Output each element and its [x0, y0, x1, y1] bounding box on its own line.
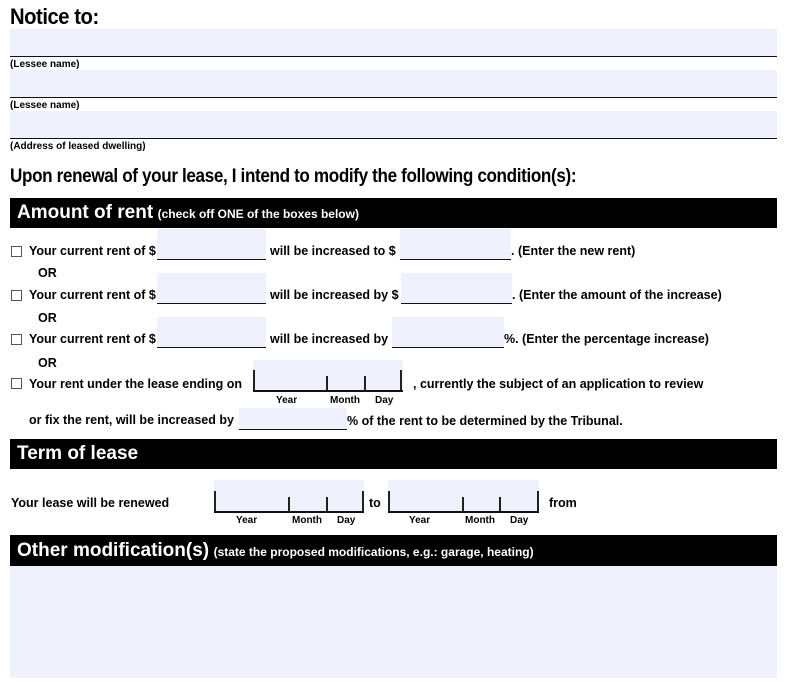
option2-text-a: Your current rent of $ — [29, 288, 156, 302]
option3-current-rent-input[interactable] — [157, 317, 266, 347]
lessee-name-1-input[interactable] — [10, 29, 777, 56]
option3-text-a: Your current rent of $ — [29, 332, 156, 346]
date-tick — [214, 491, 216, 511]
option4-text-b: , currently the subject of an application to review — [413, 377, 704, 391]
other-section-subtitle: (state the proposed modifications, e.g.: garage, heating) — [213, 545, 534, 559]
option2-text-b: will be increased by $ — [270, 288, 399, 302]
date-tick — [499, 497, 501, 511]
option1-text-c: . (Enter the new rent) — [511, 244, 636, 258]
term-end-date-field[interactable] — [388, 480, 539, 513]
other-section-title: Other modification(s) — [17, 540, 210, 561]
term-end-day-label: Day — [510, 515, 529, 526]
lease-end-date-field[interactable] — [253, 360, 403, 392]
option4-text-a: Your rent under the lease ending on — [29, 377, 242, 391]
date-tick — [462, 497, 464, 511]
or-label-3: OR — [38, 356, 57, 370]
lease-end-year-label: Year — [276, 395, 298, 406]
option2-current-rent-field[interactable] — [157, 273, 266, 304]
option3-text-b: will be increased by — [270, 332, 389, 346]
term-end-year-label: Year — [409, 515, 431, 526]
date-tick — [400, 370, 402, 390]
rent-section-title: Amount of rent — [17, 202, 154, 223]
option4-text-d: % of the rent to be determined by the Tribunal. — [347, 414, 623, 428]
date-tick — [362, 491, 364, 511]
lease-end-month-label: Month — [330, 395, 360, 406]
option1-text-a: Your current rent of $ — [29, 244, 156, 258]
term-text-from: from — [549, 496, 577, 510]
date-tick — [326, 497, 328, 511]
option3-current-rent-field[interactable] — [157, 317, 266, 348]
page-title: Notice to: — [10, 4, 99, 29]
option1-current-rent-field[interactable] — [157, 229, 266, 260]
or-label-2: OR — [38, 311, 57, 325]
term-start-month-label: Month — [292, 515, 322, 526]
option4-text-c: or fix the rent, will be increased by — [29, 413, 234, 427]
other-section-header — [10, 535, 777, 566]
option3-text-c: %. (Enter the percentage increase) — [504, 332, 709, 346]
lessee-name-1-label: (Lessee name) — [10, 59, 80, 70]
term-text-a: Your lease will be renewed — [11, 496, 170, 510]
lessee-name-2-label: (Lessee name) — [10, 100, 80, 111]
option4-percent-field[interactable] — [239, 408, 347, 430]
rent-section-subtitle: (check off ONE of the boxes below) — [157, 207, 359, 221]
term-section-title: Term of lease — [17, 443, 139, 464]
term-start-year-label: Year — [236, 515, 258, 526]
option1-new-rent-field[interactable] — [400, 229, 511, 260]
date-tick — [537, 491, 539, 511]
option1-new-rent-input[interactable] — [400, 229, 511, 259]
option3-checkbox[interactable] — [11, 334, 22, 345]
other-modifications-input[interactable] — [10, 566, 777, 678]
date-tick — [388, 491, 390, 511]
option3-increase-percent-input[interactable] — [392, 317, 504, 347]
term-start-day-label: Day — [337, 515, 356, 526]
option2-increase-amount-field[interactable] — [401, 273, 512, 304]
option2-current-rent-input[interactable] — [157, 273, 266, 303]
option1-current-rent-input[interactable] — [157, 229, 266, 259]
date-tick — [326, 376, 328, 390]
date-tick — [364, 376, 366, 390]
term-text-to: to — [369, 496, 381, 510]
lessee-name-2-field[interactable] — [10, 70, 777, 98]
option2-increase-amount-input[interactable] — [401, 273, 512, 303]
option1-checkbox[interactable] — [11, 246, 22, 257]
date-tick — [253, 370, 255, 390]
address-field[interactable] — [10, 111, 777, 139]
option4-percent-input[interactable] — [239, 408, 347, 429]
other-modifications-textarea[interactable] — [10, 566, 777, 678]
option2-text-c: . (Enter the amount of the increase) — [512, 288, 722, 302]
address-label: (Address of leased dwelling) — [10, 141, 146, 152]
rent-section-header — [10, 198, 777, 228]
or-label-1: OR — [38, 266, 57, 280]
option2-checkbox[interactable] — [11, 290, 22, 301]
lease-end-day-label: Day — [375, 395, 394, 406]
lessee-name-2-input[interactable] — [10, 70, 777, 97]
intro-heading: Upon renewal of your lease, I intend to modify the following condition(s): — [10, 166, 577, 187]
term-end-month-label: Month — [465, 515, 495, 526]
option1-text-b: will be increased to $ — [270, 244, 396, 258]
address-input[interactable] — [10, 111, 777, 138]
term-section-header — [10, 439, 777, 469]
lessee-name-1-field[interactable] — [10, 29, 777, 57]
option4-checkbox[interactable] — [11, 378, 22, 389]
term-start-date-field[interactable] — [214, 480, 364, 513]
date-tick — [288, 497, 290, 511]
option3-increase-percent-field[interactable] — [392, 317, 504, 348]
